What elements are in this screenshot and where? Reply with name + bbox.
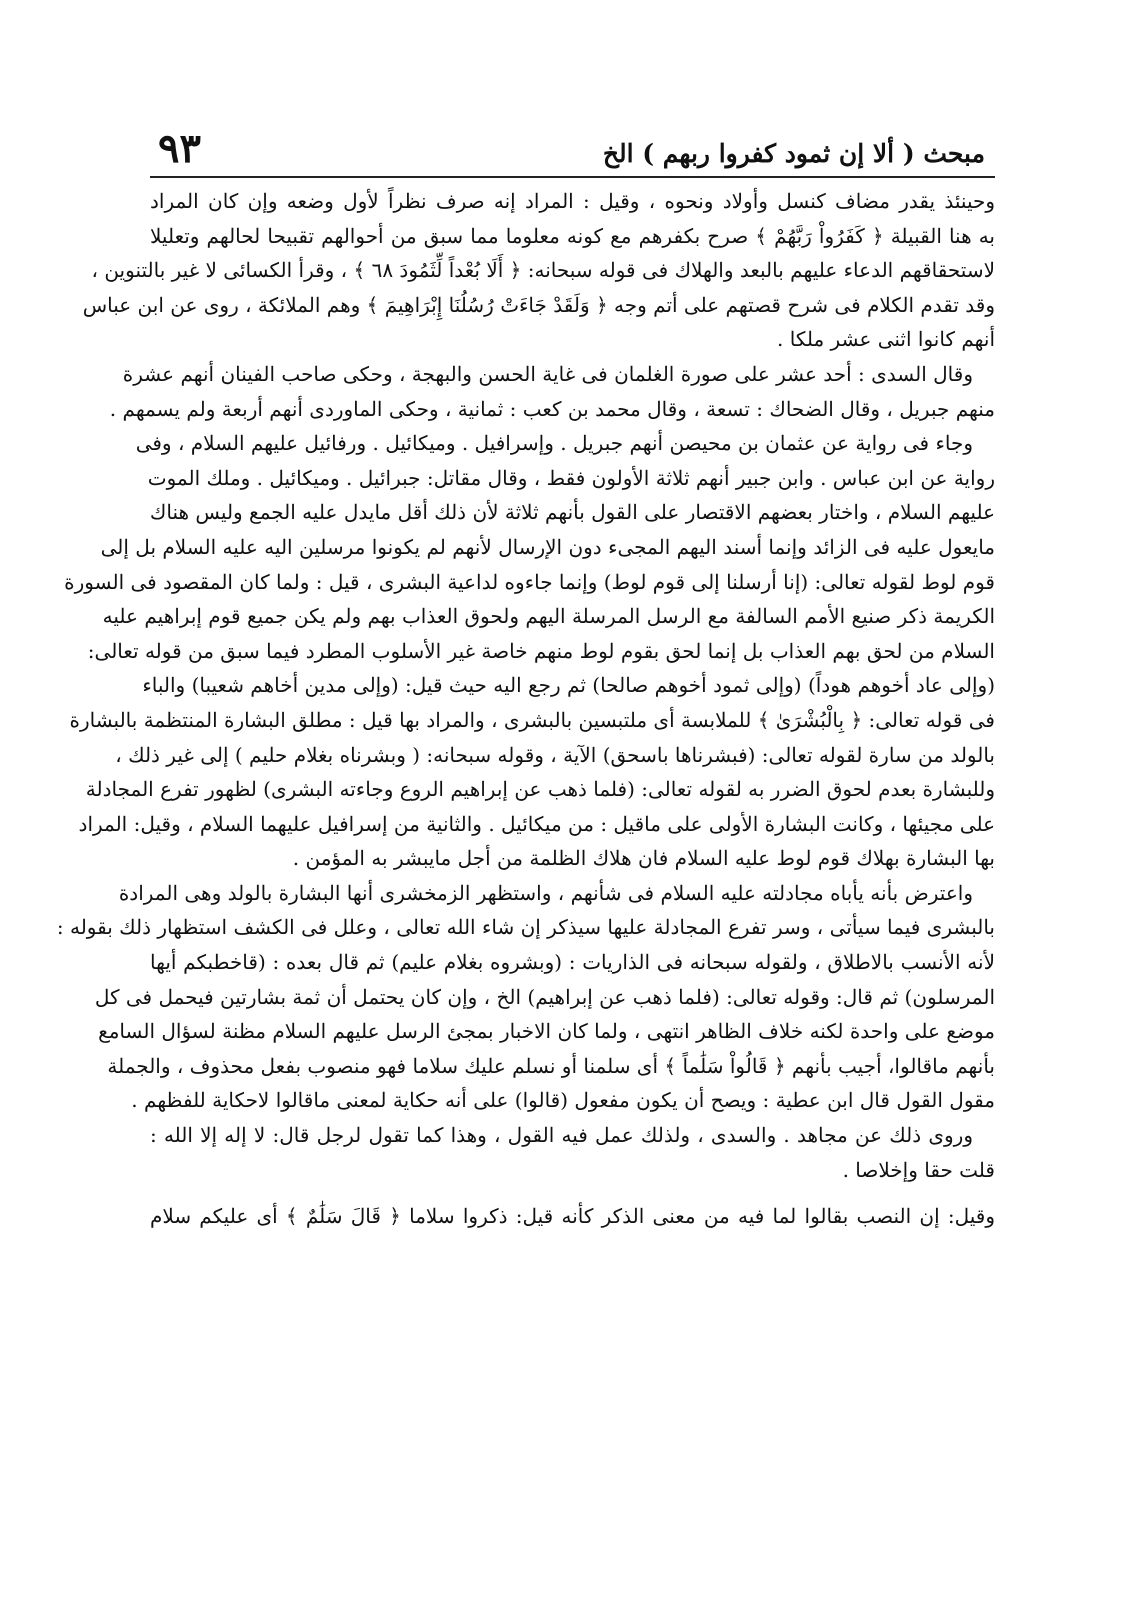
page-number: ٩٣ bbox=[158, 125, 201, 172]
text-line: وقال السدى : أحد عشر على صورة الغلمان فى غاية الحسن والبهجة ، وحكى صاحب الفينان أنهم عشرة bbox=[122, 361, 973, 386]
text-line: وحينئذ يقدر مضاف كنسل وأولاد ونحوه ، وقيل : المراد إنه صرف نظراً لأول وضعه وإن كان المراد bbox=[150, 189, 995, 213]
text-line: لأنه الأنسب بالاطلاق ، ولقوله سبحانه فى الذاريات : (وبشروه بغلام عليم) ثم قال بعده : (قاخطبكم أيها bbox=[150, 950, 995, 975]
paragraph-gap bbox=[150, 1187, 995, 1199]
document-page bbox=[56, 120, 995, 1540]
text-line: (وإلى عاد أخوهم هوداً) (وإلى ثمود أخوهم صالحا) ثم رجع اليه حيث قيل: (وإلى مدين أخاهم شعيبا) والباء bbox=[142, 673, 995, 698]
paragraph bbox=[150, 1199, 995, 1234]
paragraph bbox=[82, 184, 995, 357]
text-line: بها البشارة بهلاك قوم لوط عليه السلام فان هلاك الظلمة من أجل مايبشر به المؤمن . bbox=[292, 846, 995, 871]
text-line: وقيل: إن النصب بقالوا لما فيه من معنى الذكر كأنه قيل: ذكروا سلاما ﴿ قَالَ سَلَٰمٌ ﴾ أى عليكم سلام bbox=[150, 1204, 995, 1229]
text-line: وروى ذلك عن مجاهد . والسدى ، ولذلك عمل فيه القول ، وهذا كما تقول لرجل قال: لا إله إلا الله : bbox=[150, 1123, 973, 1148]
text-line: رواية عن ابن عباس . وابن جبير أنهم ثلاثة الأولون فقط ، وقال مقاتل: جبرائيل . وميكائيل . وملك الموت bbox=[147, 465, 995, 490]
text-line: وجاء فى رواية عن عثمان بن محيصن أنهم جبريل . وإسرافيل . وميكائيل . ورفائيل عليهم السلام ، وفى bbox=[135, 431, 973, 456]
text-line: فى قوله تعالى: ﴿ بِالْبُشْرَىٰ ﴾ للملابسة أى ملتبسين بالبشرى ، والمراد بها قيل : مطلق البشارة المنتظمة بالبشارة bbox=[69, 707, 995, 732]
text-line: السلام من لحق بهم العذاب بل إنما لحق بقوم لوط منهم خاصة غير الأسلوب المطرد فيما سبق من قوله تعالى: bbox=[87, 638, 995, 663]
paragraph bbox=[150, 1118, 995, 1187]
text-line: لاستحقاقهم الدعاء عليهم بالبعد والهلاك فى قوله سبحانه: ﴿ أَلَا بُعْداً لِّثَمُودَ ٦٨ ﴾ ، وقرأ الكسائى لا غير بالتنوين ، bbox=[91, 258, 995, 283]
text-line: عليهم السلام ، واختار بعضهم الاقتصار على القول بأنهم ثلاثة لأن ذلك أقل مايدل عليه الجمع وليس هناك bbox=[149, 500, 995, 525]
text-line: مقول القول قال ابن عطية : ويصح أن يكون مفعول (قالوا) على أنه حكاية لمعنى ماقالوا لاحكاية للفظهم . bbox=[131, 1088, 995, 1113]
text-line: موضع على واحدة لكنه خلاف الظاهر انتهى ، ولما كان الاخبار بمجئ الرسل عليهم السلام مظنة لسؤال السامع bbox=[98, 1019, 995, 1044]
text-line: المرسلون) ثم قال: وقوله تعالى: (فلما ذهب عن إبراهيم) الخ ، وإن كان يحتمل أن ثمة بشارتين فيحمل فى كل bbox=[94, 984, 995, 1009]
paragraph bbox=[56, 876, 995, 1118]
text-line: قلت حقا وإخلاصا . bbox=[842, 1157, 995, 1182]
text-line: قوم لوط لقوله تعالى: (إنا أرسلنا إلى قوم لوط) وإنما جاءوه لداعية البشرى ، قيل : ولما كان المقصود فى السورة bbox=[64, 569, 995, 594]
text-line: بالبشرى فيما سيأتى ، وسر تفرع المجادلة عليها سيذكر إن شاء الله تعالى ، وعلل فى الكشف استظهار ذلك بقوله : bbox=[56, 915, 995, 940]
text-line: منهم جبريل ، وقال الضحاك : تسعة ، وقال محمد بن كعب : ثمانية ، وحكى الماوردى أنهم أربعة ولم يسمهم . bbox=[109, 396, 995, 421]
text-line: بأنهم ماقالوا، أجيب بأنهم ﴿ قَالُواْ سَلَٰماً ﴾ أى سلمنا أو نسلم عليك سلاما فهو منصوب بفعل محذوف ، والجملة bbox=[107, 1053, 995, 1078]
text-line: به هنا القبيلة ﴿ كَفَرُواْ رَبَّهُمْ ﴾ صرح بكفرهم مع كونه معلوما مما سبق من أحوالهم تقبيحا لحالهم وتعليلا bbox=[150, 223, 995, 248]
paragraph bbox=[109, 357, 995, 426]
text-line: وقد تقدم الكلام فى شرح قصتهم على أتم وجه ﴿ وَلَقَدْ جَاءَتْ رُسُلُنَا إِبْرَاهِيمَ ﴾ وهم الملائكة ، روى عن ابن عباس bbox=[82, 292, 995, 317]
text-line: بالولد من سارة لقوله تعالى: (فبشرناها باسحق) الآية ، وقوله سبحانه: ( وبشرناه بغلام حليم ) إلى غير ذلك ، bbox=[115, 742, 995, 767]
text-line: على مجيئها ، وكانت البشارة الأولى على ماقيل : من ميكائيل . والثانية من إسرافيل عليهما السلام ، وقيل: المراد bbox=[78, 811, 995, 836]
text-line: واعترض بأنه يأباه مجادلته عليه السلام فى شأنهم ، واستظهر الزمخشرى أنها البشارة بالولد وهى المرادة bbox=[118, 880, 973, 905]
text-line: مايعول عليه فى الزائد وإنما أسند اليهم المجىء دون الإرسال لأنهم لم يكونوا مرسلين اليه عليه السلام بل إلى bbox=[100, 534, 995, 559]
paragraph bbox=[64, 426, 995, 876]
text-line: الكريمة ذكر صنيع الأمم السالفة مع الرسل المرسلة اليهم ولحوق العذاب بهم ولم يكن جميع قوم إبراهيم عليه bbox=[102, 604, 995, 629]
text-line: أنهم كانوا اثنى عشر ملكا . bbox=[777, 327, 995, 352]
text-line: وللبشارة بعدم لحوق الضرر به لقوله تعالى: (فلما ذهب عن إبراهيم الروع وجاءته البشرى) لظهور تفرع المجادلة bbox=[85, 777, 995, 802]
page-header bbox=[150, 120, 995, 178]
running-title: مبحث ( ألا إن ثمود كفروا ربهم ) الخ bbox=[602, 139, 985, 168]
text-body bbox=[56, 178, 995, 1234]
